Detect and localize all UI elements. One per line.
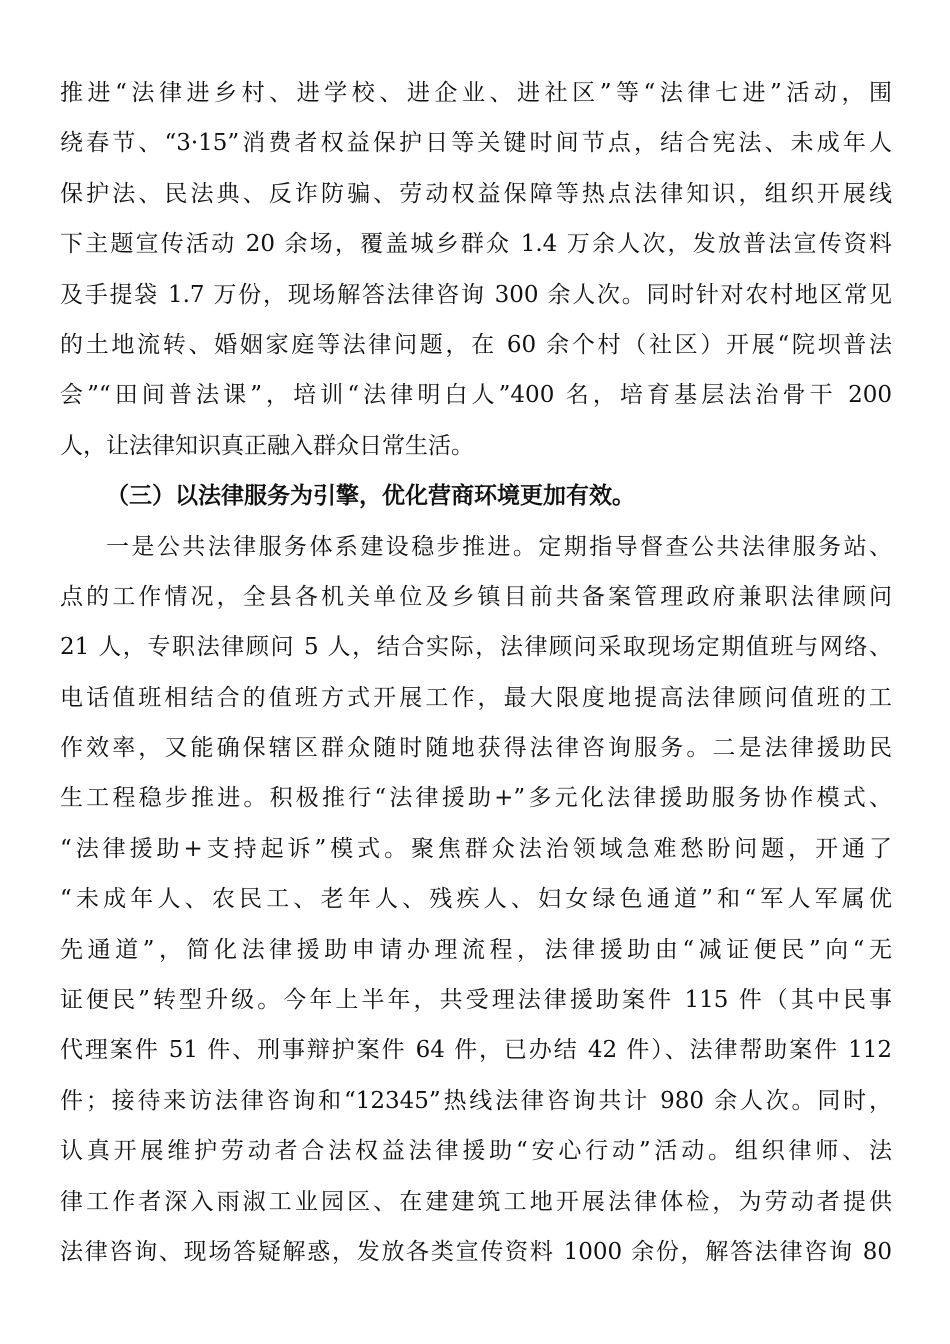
text-line: 作效率，又能确保辖区群众随时随地获得法律咨询服务。二是法律援助民 — [60, 735, 892, 762]
text-line: 一是公共法律服务体系建设稳步推进。定期指导督查公共法律服务站、 — [106, 533, 892, 560]
text-line: 认真开展维护劳动者合法权益法律援助“安心行动”活动。组织律师、法 — [60, 1138, 892, 1165]
text-line: 推进“法律进乡村、进学校、进企业、进社区”等“法律七进”活动，围 — [60, 80, 892, 106]
text-line: 律工作者深入雨淑工业园区、在建建筑工地开展法律体检，为劳动者提供 — [60, 1188, 892, 1215]
text-line: 件；接待来访法律咨询和“12345”热线法律咨询共计 980 余人次。同时， — [60, 1087, 892, 1114]
section-heading: （三）以法律服务为引擎，优化营商环境更加有效。 — [106, 483, 635, 510]
text-line: 下主题宣传活动 20 余场，覆盖城乡群众 1.4 万余人次，发放普法宣传资料 — [60, 231, 892, 258]
text-line: 人，让法律知识真正融入群众日常生活。 — [60, 432, 474, 459]
text-line: “未成年人、农民工、老年人、残疾人、妇女绿色通道”和“军人军属优 — [60, 886, 892, 913]
text-line: 电话值班相结合的值班方式开展工作，最大限度地提高法律顾问值班的工 — [60, 684, 892, 711]
text-line: 绕春节、“3·15”消费者权益保护日等关键时间节点，结合宪法、未成年人 — [60, 130, 892, 157]
text-line: 21 人，专职法律顾问 5 人，结合实际，法律顾问采取现场定期值班与网络、 — [60, 634, 892, 661]
document-body — [60, 68, 892, 1277]
text-line: 生工程稳步推进。积极推行“法律援助+”多元化法律援助服务协作模式、 — [60, 785, 892, 812]
text-line: 法律咨询、现场答疑解惑，发放各类宣传资料 1000 余份，解答法律咨询 80 — [60, 1238, 892, 1265]
text-line: 及手提袋 1.7 万份，现场解答法律咨询 300 余人次。同时针对农村地区常见 — [60, 281, 892, 308]
text-line: 点的工作情况，全县各机关单位及乡镇目前共备案管理政府兼职法律顾问 — [60, 583, 892, 610]
text-line: 证便民”转型升级。今年上半年，共受理法律援助案件 115 件（其中民事 — [60, 987, 892, 1014]
paragraph-1 — [60, 68, 892, 471]
text-line: 保护法、民法典、反诈防骗、劳动权益保障等热点法律知识，组织开展线 — [60, 180, 892, 207]
text-line: 会”“田间普法课”，培训“法律明白人”400 名，培育基层法治骨干 200 — [60, 382, 892, 409]
text-line: 代理案件 51 件、刑事辩护案件 64 件，已办结 42 件）、法律帮助案件 112 — [60, 1037, 892, 1064]
text-line: 先通道”，简化法律援助申请办理流程，法律援助由“减证便民”向“无 — [60, 936, 892, 963]
text-line: “法律援助+支持起诉”模式。聚焦群众法治领域急难愁盼问题，开通了 — [60, 835, 892, 862]
paragraph-2 — [60, 522, 892, 1278]
text-line: 的土地流转、婚姻家庭等法律问题，在 60 余个村（社区）开展“院坝普法 — [60, 331, 892, 358]
